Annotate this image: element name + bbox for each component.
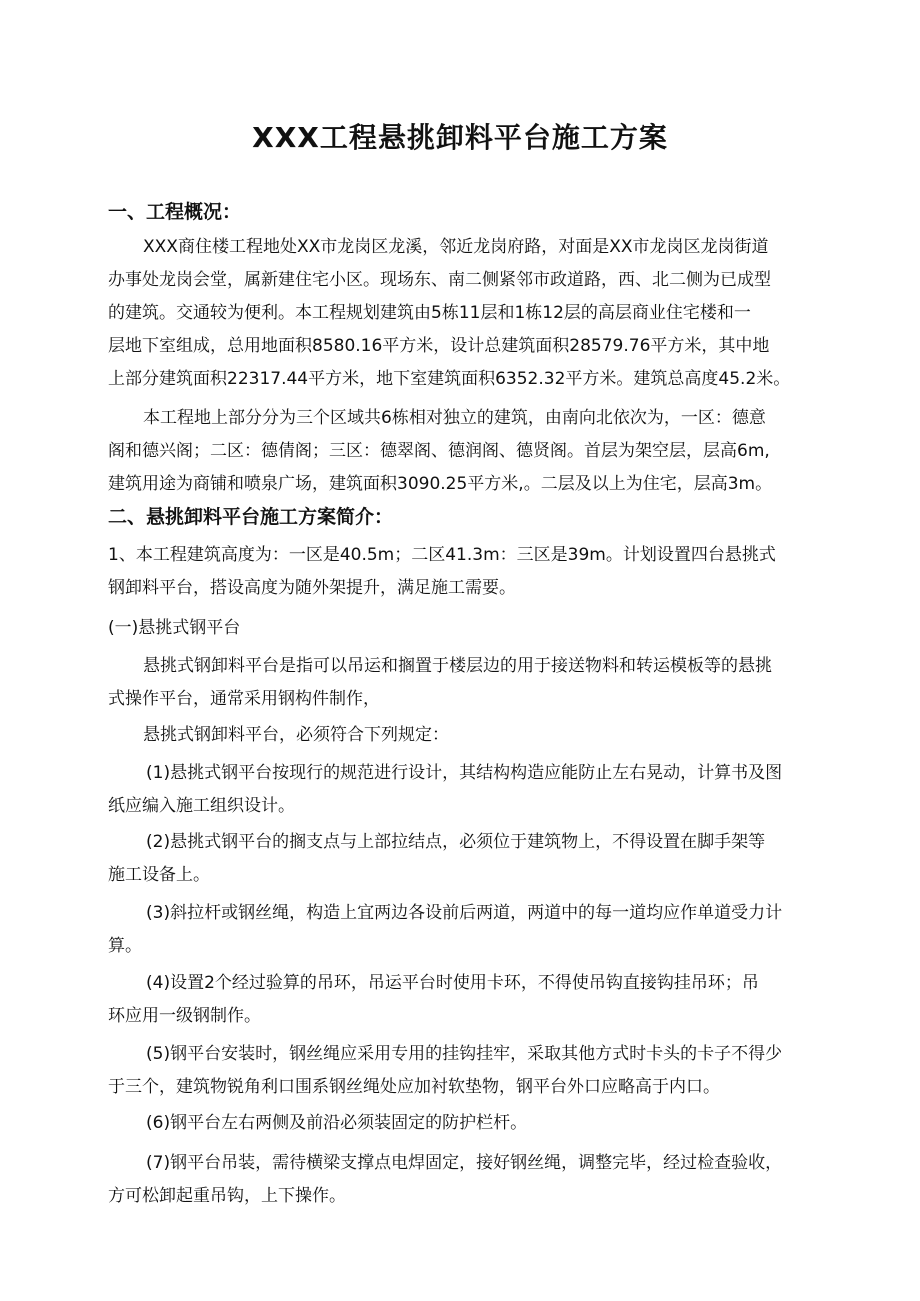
paragraph-line: 办事处龙岗会堂，属新建住宅小区。现场东、南二侧紧邻市政道路，西、北二侧为已成型 bbox=[108, 270, 771, 290]
paragraph-line: 的建筑。交通较为便利。本工程规划建筑由5栋11层和1栋12层的高层商业住宅楼和一 bbox=[108, 303, 751, 323]
section-heading-plan: 二、悬挑卸料平台施工方案简介： bbox=[108, 506, 394, 528]
paragraph-line: XXX商住楼工程地处XX市龙岗区龙溪，邻近龙岗府路，对面是XX市龙岗区龙岗街道 bbox=[143, 237, 769, 257]
rule-item: (4)设置2个经过验算的吊环，吊运平台时使用卡环，不得使吊钩直接钩挂吊环；吊 bbox=[146, 973, 759, 993]
rule-item: 算。 bbox=[108, 936, 142, 956]
rule-item: 纸应编入施工组织设计。 bbox=[108, 796, 295, 816]
sub-heading: (一)悬挑式钢平台 bbox=[108, 618, 241, 638]
rule-item: 环应用一级钢制作。 bbox=[108, 1006, 261, 1026]
rule-item: (2)悬挑式钢平台的搁支点与上部拉结点，必须位于建筑物上，不得设置在脚手架等 bbox=[146, 832, 766, 852]
paragraph-line: 钢卸料平台，搭设高度为随外架提升，满足施工需要。 bbox=[108, 578, 516, 598]
paragraph-line: 层地下室组成，总用地面积8580.16平方米，设计总建筑面积28579.76平方米，其中地 bbox=[108, 336, 770, 356]
rule-item: 方可松卸起重吊钩，上下操作。 bbox=[108, 1186, 346, 1206]
paragraph-line: 1、本工程建筑高度为：一区是40.5m；二区41.3m：三区是39m。计划设置四台悬挑式 bbox=[108, 545, 776, 565]
paragraph-line: 悬挑式钢卸料平台是指可以吊运和搁置于楼层边的用于接送物料和转运模板等的悬挑 bbox=[143, 656, 772, 676]
rule-item: (7)钢平台吊装，需待横梁支撑点电焊固定，接好钢丝绳，调整完毕，经过检查验收， bbox=[146, 1153, 783, 1173]
paragraph-line: 阁和德兴阁；二区：德倩阁；三区：德翠阁、德润阁、德贤阁。首层为架空层，层高6m, bbox=[108, 441, 770, 461]
rule-item: (5)钢平台安装时，钢丝绳应采用专用的挂钩挂牢，采取其他方式时卡头的卡子不得少 bbox=[146, 1044, 783, 1064]
paragraph-line: 上部分建筑面积22317.44平方米，地下室建筑面积6352.32平方米。建筑总高度45.2米。 bbox=[108, 369, 791, 389]
rule-item: 于三个，建筑物锐角利口围系钢丝绳处应加衬软垫物，钢平台外口应略高于内口。 bbox=[108, 1077, 720, 1097]
rule-item: (1)悬挑式钢平台按现行的规范进行设计，其结构构造应能防止左右晃动，计算书及图 bbox=[146, 763, 783, 783]
paragraph-line: 式操作平台，通常采用钢构件制作， bbox=[108, 689, 380, 709]
paragraph-line: 建筑用途为商铺和喷泉广场，建筑面积3090.25平方米,。二层及以上为住宅，层高3m。 bbox=[108, 474, 773, 494]
paragraph-line: 悬挑式钢卸料平台，必须符合下列规定： bbox=[143, 725, 449, 745]
rule-item: 施工设备上。 bbox=[108, 865, 210, 885]
paragraph-line: 本工程地上部分分为三个区域共6栋相对独立的建筑，由南向北依次为，一区：德意 bbox=[143, 408, 766, 428]
rule-item: (6)钢平台左右两侧及前沿必须装固定的防护栏杆。 bbox=[146, 1113, 528, 1133]
section-heading-overview: 一、工程概况： bbox=[108, 201, 242, 223]
rule-item: (3)斜拉杆或钢丝绳，构造上宜两边各设前后两道，两道中的每一道均应作单道受力计 bbox=[146, 903, 783, 923]
document-title: XXX工程悬挑卸料平台施工方案 bbox=[252, 121, 668, 154]
